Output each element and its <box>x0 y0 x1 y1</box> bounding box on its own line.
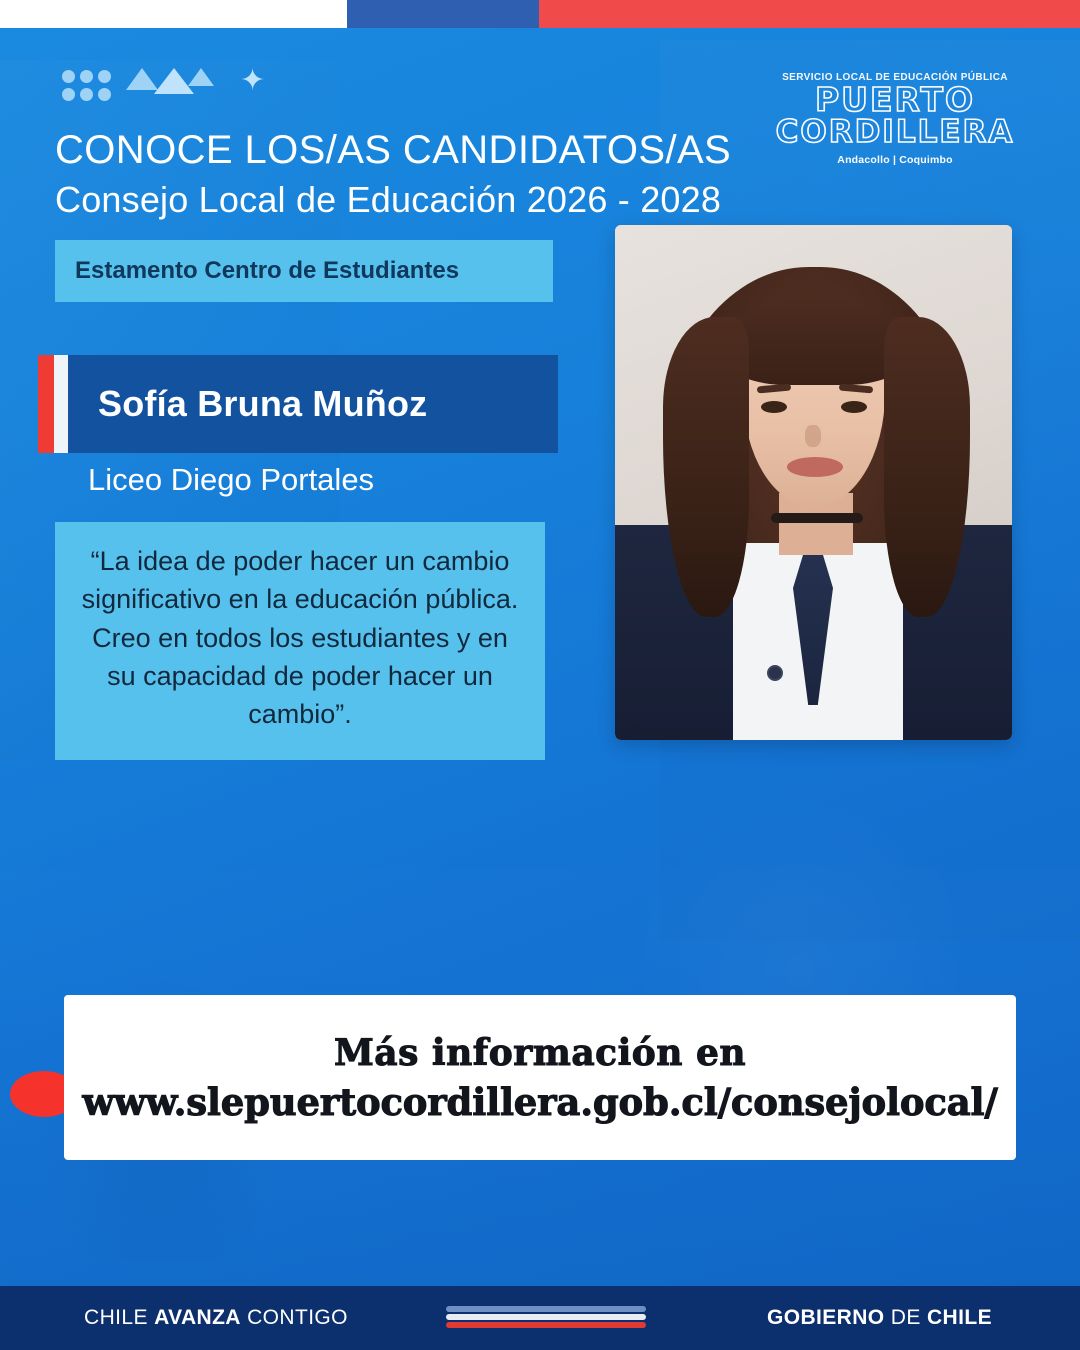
footer-flag-stripe-white <box>446 1314 646 1320</box>
footer-bar <box>0 1286 1080 1350</box>
info-card <box>64 995 1016 1160</box>
info-card-url[interactable]: www.slepuertocordillera.gob.cl/consejolocal/ <box>82 1079 998 1124</box>
page-title <box>55 128 775 221</box>
photo-choker <box>771 513 863 523</box>
footer-slogan-part-1: CHILE <box>84 1306 155 1329</box>
candidate-photo <box>615 225 1012 740</box>
photo-lips <box>787 457 843 477</box>
info-card-line-1: Más información en <box>333 1031 747 1074</box>
photo-blazer-button <box>767 665 783 681</box>
footer-flag-icon <box>446 1306 646 1330</box>
footer-flag-stripe-red <box>446 1322 646 1328</box>
footer-government-part-2: DE <box>890 1306 921 1329</box>
top-flag-bar <box>0 0 1080 28</box>
headline-secondary: Consejo Local de Educación 2026 - 2028 <box>55 178 722 220</box>
footer-slogan <box>84 1306 348 1330</box>
estamento-badge <box>55 240 553 302</box>
brand-places: Andacollo | Coquimbo <box>837 154 953 167</box>
photo-eye-left <box>761 401 787 413</box>
candidate-quote: “La idea de poder hacer un cambio significativo en la educación pública. Creo en todos los estudiantes y en su capacidad de poder hacer un cambio”. <box>55 522 545 760</box>
decorative-marks <box>62 62 266 98</box>
flag-segment-white <box>0 0 347 28</box>
footer-government-part-3: CHILE <box>920 1306 992 1329</box>
footer-government <box>767 1306 992 1330</box>
footer-slogan-part-3: CONTIGO <box>240 1306 348 1329</box>
sparkle-icon: ✦ <box>240 64 266 97</box>
footer-slogan-part-2: AVANZA <box>154 1306 241 1329</box>
accent-red-stripe <box>38 355 54 453</box>
photo-nose <box>805 425 821 447</box>
headline-primary: CONOCE LOS/AS CANDIDATOS/AS <box>55 128 732 172</box>
photo-eye-right <box>841 401 867 413</box>
accent-white-stripe <box>54 355 68 453</box>
estamento-label: Estamento Centro de Estudiantes <box>75 257 460 284</box>
dots-icon <box>62 70 111 101</box>
candidate-school: Liceo Diego Portales <box>88 462 375 497</box>
flag-segment-red <box>539 0 1080 28</box>
brand-line-2: CORDILLERA <box>775 113 1015 150</box>
brand-logo <box>770 72 1020 166</box>
brand-line-1: PUERTO <box>814 80 976 119</box>
footer-flag-stripe-blue <box>446 1306 646 1312</box>
candidate-name: Sofía Bruna Muñoz <box>98 383 428 424</box>
candidate-name-container <box>68 355 558 453</box>
candidate-name-bar <box>38 355 558 453</box>
brand-kicker: SERVICIO LOCAL DE EDUCACIÓN PÚBLICA <box>782 72 1008 83</box>
footer-government-part-1: GOBIERNO <box>766 1306 891 1329</box>
mountain-icon <box>188 68 214 86</box>
flag-segment-blue <box>347 0 539 28</box>
